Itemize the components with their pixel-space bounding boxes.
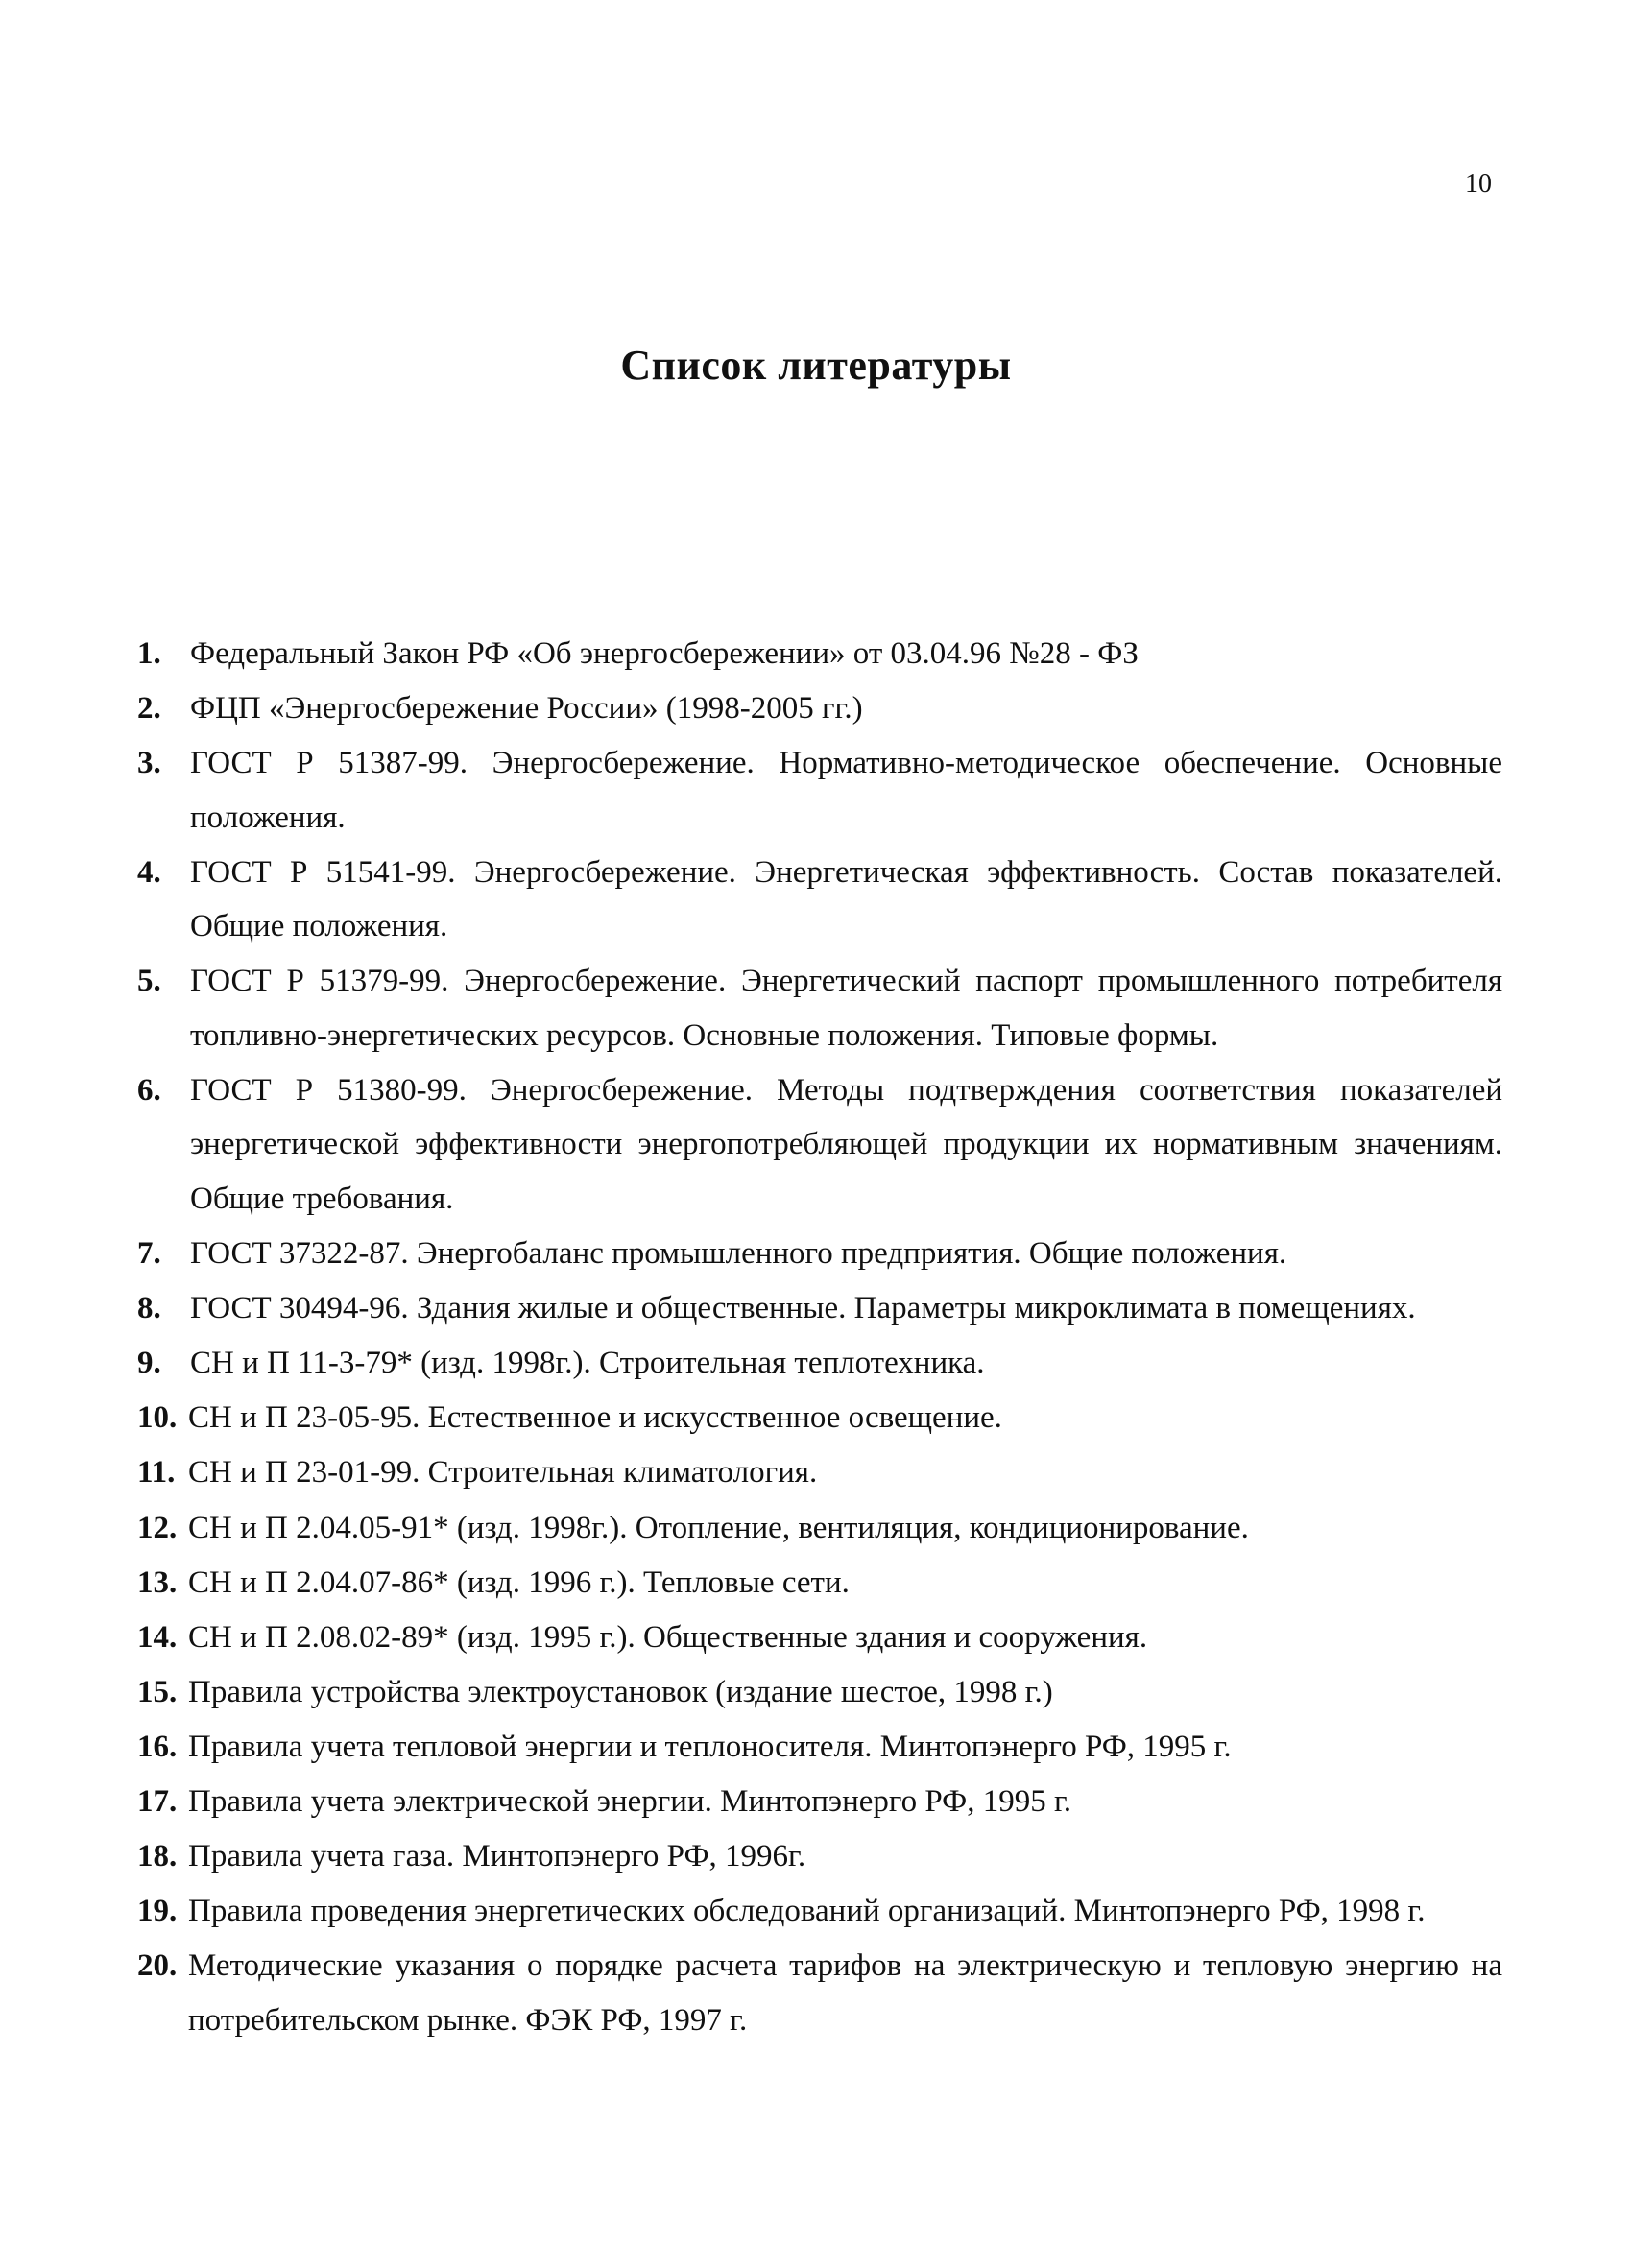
reference-text: ГОСТ 30494-96. Здания жилые и общественные. Параметры микроклимата в помещениях. [190,1291,1416,1326]
page-number: 10 [1465,169,1492,199]
list-item [137,1336,1502,1391]
reference-text: Правила учета газа. Минтопэнерго РФ, 1996г. [188,1839,806,1874]
reference-text: СН и П 2.04.05-91* (изд. 1998г.). Отопление, вентиляция, кондиционирование. [188,1510,1249,1545]
reference-text: Методические указания о порядке расчета тарифов на электрическую и тепловую энергию на потребительском рынке. ФЭК РФ, 1997 г. [188,1948,1502,2038]
list-item [137,1391,1502,1445]
reference-text: ГОСТ 37322-87. Энергобаланс промышленного предприятия. Общие положения. [190,1236,1287,1272]
reference-number: 16. [137,1729,178,1764]
reference-number: 12. [137,1510,178,1545]
reference-number: 8. [137,1291,161,1326]
list-item [137,954,1502,1062]
reference-number: 5. [137,964,161,999]
page-title: Список литературы [620,342,1012,389]
list-item [137,1227,1502,1281]
reference-text: Правила устройства электроустановок (издание шестое, 1998 г.) [188,1674,1053,1709]
reference-text: ФЦП «Энергосбережение России» (1998-2005 гг.) [190,691,863,727]
reference-number: 6. [137,1072,161,1108]
list-item [137,1665,1502,1720]
reference-text: СН и П 2.08.02-89* (изд. 1995 г.). Общественные здания и сооружения. [188,1619,1148,1655]
reference-number: 3. [137,746,161,781]
reference-text: СН и П 23-05-95. Естественное и искусственное освещение. [188,1400,1002,1436]
reference-number: 18. [137,1839,178,1874]
reference-number: 14. [137,1619,178,1655]
reference-text: СН и П 2.04.07-86* (изд. 1996 г.). Тепловые сети. [188,1564,850,1600]
reference-text: ГОСТ Р 51380-99. Энергосбережение. Методы подтверждения соответствия показателей энергетической эффективности энергопотребляющей продукции их нормативным значениям. Общие требования. [190,1072,1502,1216]
reference-number: 4. [137,854,161,890]
reference-text: ГОСТ Р 51379-99. Энергосбережение. Энергетический паспорт промышленного потребителя топливно-энергетических ресурсов. Основные положения. Типовые формы. [190,964,1502,1053]
reference-number: 2. [137,691,161,727]
reference-number: 13. [137,1564,178,1600]
list-item [137,1501,1502,1556]
reference-text: СН и П 23-01-99. Строительная климатология. [188,1455,818,1491]
list-item [137,846,1502,954]
list-item [137,1720,1502,1775]
list-item [137,1445,1502,1500]
reference-number: 15. [137,1674,178,1709]
list-item [137,1829,1502,1884]
list-item [137,1556,1502,1611]
reference-number: 17. [137,1784,178,1819]
reference-number: 11. [137,1455,176,1491]
reference-number: 10. [137,1400,178,1436]
list-item [137,627,1502,681]
reference-text: Правила учета электрической энергии. Минтопэнерго РФ, 1995 г. [188,1784,1072,1819]
reference-number: 20. [137,1948,178,1984]
list-item [137,1884,1502,1939]
list-item [137,1281,1502,1336]
reference-number: 7. [137,1236,161,1272]
reference-text: Правила проведения энергетических обследований организаций. Минтопэнерго РФ, 1998 г. [188,1894,1426,1929]
reference-number: 9. [137,1346,161,1381]
reference-number: 19. [137,1894,178,1929]
reference-text: Правила учета тепловой энергии и теплоносителя. Минтопэнерго РФ, 1995 г. [188,1729,1232,1764]
list-item [137,736,1502,845]
list-item [137,1611,1502,1665]
list-item [137,1775,1502,1829]
reference-text: Федеральный Закон РФ «Об энергосбережении» от 03.04.96 №28 - ФЗ [190,636,1139,671]
reference-text: ГОСТ Р 51541-99. Энергосбережение. Энергетическая эффективность. Состав показателей. Общие положения. [190,854,1502,944]
list-item [137,1063,1502,1227]
reference-list [137,627,1502,2048]
list-item [137,681,1502,736]
reference-text: СН и П 11-3-79* (изд. 1998г.). Строительная теплотехника. [190,1346,985,1381]
reference-text: ГОСТ Р 51387-99. Энергосбережение. Нормативно-методическое обеспечение. Основные положения. [190,746,1502,835]
reference-number: 1. [137,636,161,671]
list-item [137,1939,1502,2047]
